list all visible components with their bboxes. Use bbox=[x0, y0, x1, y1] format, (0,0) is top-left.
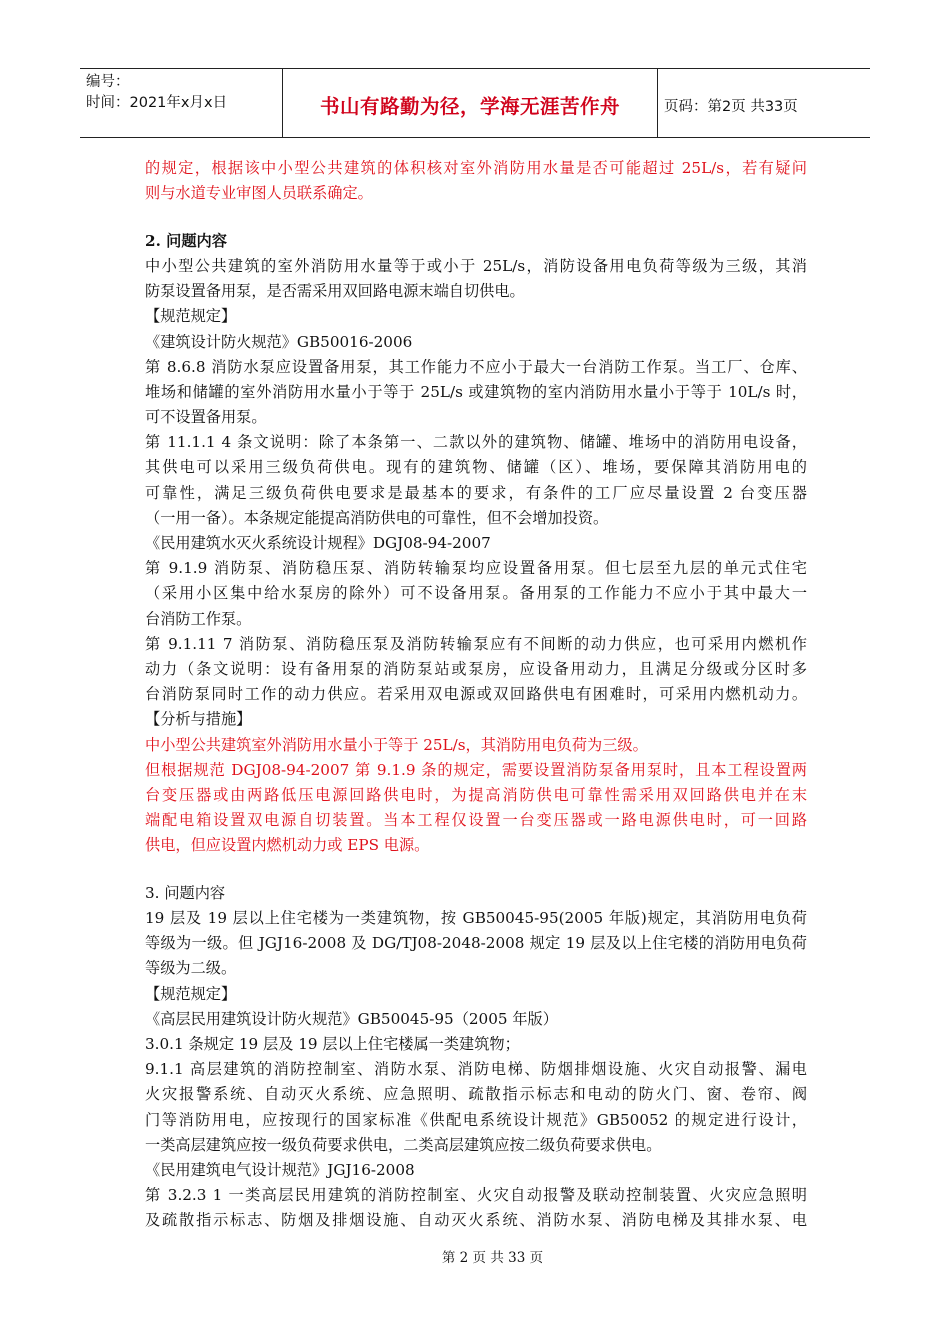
page-header bbox=[80, 68, 870, 138]
time-label: 时间：2021年x月x日 bbox=[86, 95, 228, 111]
page-footer: 第 2 页 共 33 页 bbox=[441, 1250, 544, 1266]
paragraph-gap bbox=[145, 858, 807, 880]
text-line: 但根据规范 DGJ08-94-2007 第 9.1.9 条的规定，需要设置消防泵备用泵时，且本工程设置两 bbox=[145, 760, 807, 779]
text-line: 防泵设置备用泵，是否需采用双回路电源末端自切供电。 bbox=[145, 282, 525, 301]
text-line: 台消防工作泵。 bbox=[145, 609, 252, 628]
text-line: 第 3.2.3 1 一类高层民用建筑的消防控制室、火灾自动报警及联动控制装置、火灾应急照明 bbox=[145, 1186, 807, 1205]
text-line: 门等消防用电，应按现行的国家标准《供配电系统设计规范》GB50052 的规定进行设计， bbox=[145, 1110, 807, 1129]
text-line: 一类高层建筑应按一级负荷要求供电，二类高层建筑应按二级负荷要求供电。 bbox=[145, 1135, 662, 1154]
text-line: 《高层民用建筑设计防火规范》GB50045-95（2005 年版） bbox=[145, 1009, 558, 1028]
text-line: 供电，但应设置内燃机动力或 EPS 电源。 bbox=[145, 836, 430, 855]
text-line: 可靠性，满足三级负荷供电要求是最基本的要求，有条件的工厂应尽量设置 2 台变压器 bbox=[145, 483, 807, 502]
text-line: 堆场和储罐的室外消防用水量小于等于 25L/s 或建筑物的室内消防用水量小于等于 10L/s 时， bbox=[145, 382, 807, 401]
text-line: 第 8.6.8 消防水泵应设置备用泵，其工作能力不应小于最大一台消防工作泵。当工厂、仓库、 bbox=[145, 357, 807, 376]
text-line: 可不设置备用泵。 bbox=[145, 408, 267, 427]
text-line: 则与水道专业审图人员联系确定。 bbox=[145, 184, 373, 203]
text-line: 3. 问题内容 bbox=[145, 883, 226, 902]
text-line: 第 11.1.1 4 条文说明：除了本条第一、二款以外的建筑物、储罐、堆场中的消防用电设备， bbox=[145, 433, 807, 452]
text-line: 【规范规定】 bbox=[145, 307, 237, 326]
header-page-info: 页码：第2页 共33页 bbox=[664, 98, 798, 115]
header-meta bbox=[80, 69, 283, 137]
header-motto: 书山有路勤为径，学海无涯苦作舟 bbox=[283, 69, 658, 137]
text-line: 火灾报警系统、自动灭火系统、应急照明、疏散指示标志和电动的防火门、窗、卷帘、阀 bbox=[145, 1085, 807, 1104]
text-line: 19 层及 19 层以上住宅楼为一类建筑物，按 GB50045-95(2005 年版)规定，其消防用电负荷 bbox=[145, 909, 807, 928]
text-line: 第 9.1.9 消防泵、消防稳压泵、消防转输泵均应设置备用泵。但七层至九层的单元式住宅 bbox=[145, 559, 807, 578]
paragraph-gap bbox=[145, 206, 807, 228]
number-label: 编号： bbox=[86, 74, 130, 90]
text-line: 中小型公共建筑室外消防用水量小于等于 25L/s，其消防用电负荷为三级。 bbox=[145, 735, 648, 754]
text-line: 3.0.1 条规定 19 层及 19 层以上住宅楼属一类建筑物； bbox=[145, 1034, 520, 1053]
text-line: 端配电箱设置双电源自切装置。当本工程仅设置一台变压器或一路电源供电时，可一回路 bbox=[145, 811, 807, 830]
text-line: 《民用建筑水灭火系统设计规程》DGJ08-94-2007 bbox=[145, 534, 491, 553]
text-line: 《建筑设计防火规范》GB50016-2006 bbox=[145, 332, 413, 351]
text-line: 台消防泵同时工作的动力供应。若采用双电源或双回路供电有困难时，可采用内燃机动力。 bbox=[145, 685, 807, 704]
text-line: （一用一备）。本条规定能提高消防供电的可靠性，但不会增加投资。 bbox=[145, 508, 609, 527]
text-line: 及疏散指示标志、防烟及排烟设施、自动灭火系统、消防水泵、消防电梯及其排水泵、电 bbox=[145, 1211, 807, 1230]
text-line: 其供电可以采用三级负荷供电。现有的建筑物、储罐（区）、堆场，要保障其消防用电的 bbox=[145, 458, 807, 477]
text-line: 等级为一级。但 JGJ16-2008 及 DG/TJ08-2048-2008 规定 19 层及以上住宅楼的消防用电负荷 bbox=[145, 934, 807, 953]
text-line: 动力（条文说明：设有备用泵的消防泵站或泵房，应设备用动力，且满足分级或分区时多 bbox=[145, 659, 807, 678]
text-line: 台变压器或由两路低压电源回路供电时，为提高消防供电可靠性需采用双回路供电并在末 bbox=[145, 785, 807, 804]
text-line: 等级为二级。 bbox=[145, 959, 237, 978]
text-line: 的规定，根据该中小型公共建筑的体积核对室外消防用水量是否可能超过 25L/s，若有疑问 bbox=[145, 159, 807, 177]
text-line: 《民用建筑电气设计规范》JGJ16-2008 bbox=[145, 1160, 415, 1179]
text-line: 中小型公共建筑的室外消防用水量等于或小于 25L/s，消防设备用电负荷等级为三级，其消 bbox=[145, 256, 807, 275]
text-line: 2. 问题内容 bbox=[145, 231, 227, 250]
text-line: 第 9.1.11 7 消防泵、消防稳压泵及消防转输泵应有不间断的动力供应，也可采用内燃机作 bbox=[145, 634, 807, 653]
document-body bbox=[145, 156, 807, 1233]
text-line: 【规范规定】 bbox=[145, 984, 237, 1003]
text-line: 9.1.1 高层建筑的消防控制室、消防水泵、消防电梯、防烟排烟设施、火灾自动报警、漏电 bbox=[145, 1060, 807, 1079]
text-line: （采用小区集中给水泵房的除外）可不设备用泵。备用泵的工作能力不应小于其中最大一 bbox=[145, 584, 807, 603]
text-line: 【分析与措施】 bbox=[145, 710, 252, 729]
